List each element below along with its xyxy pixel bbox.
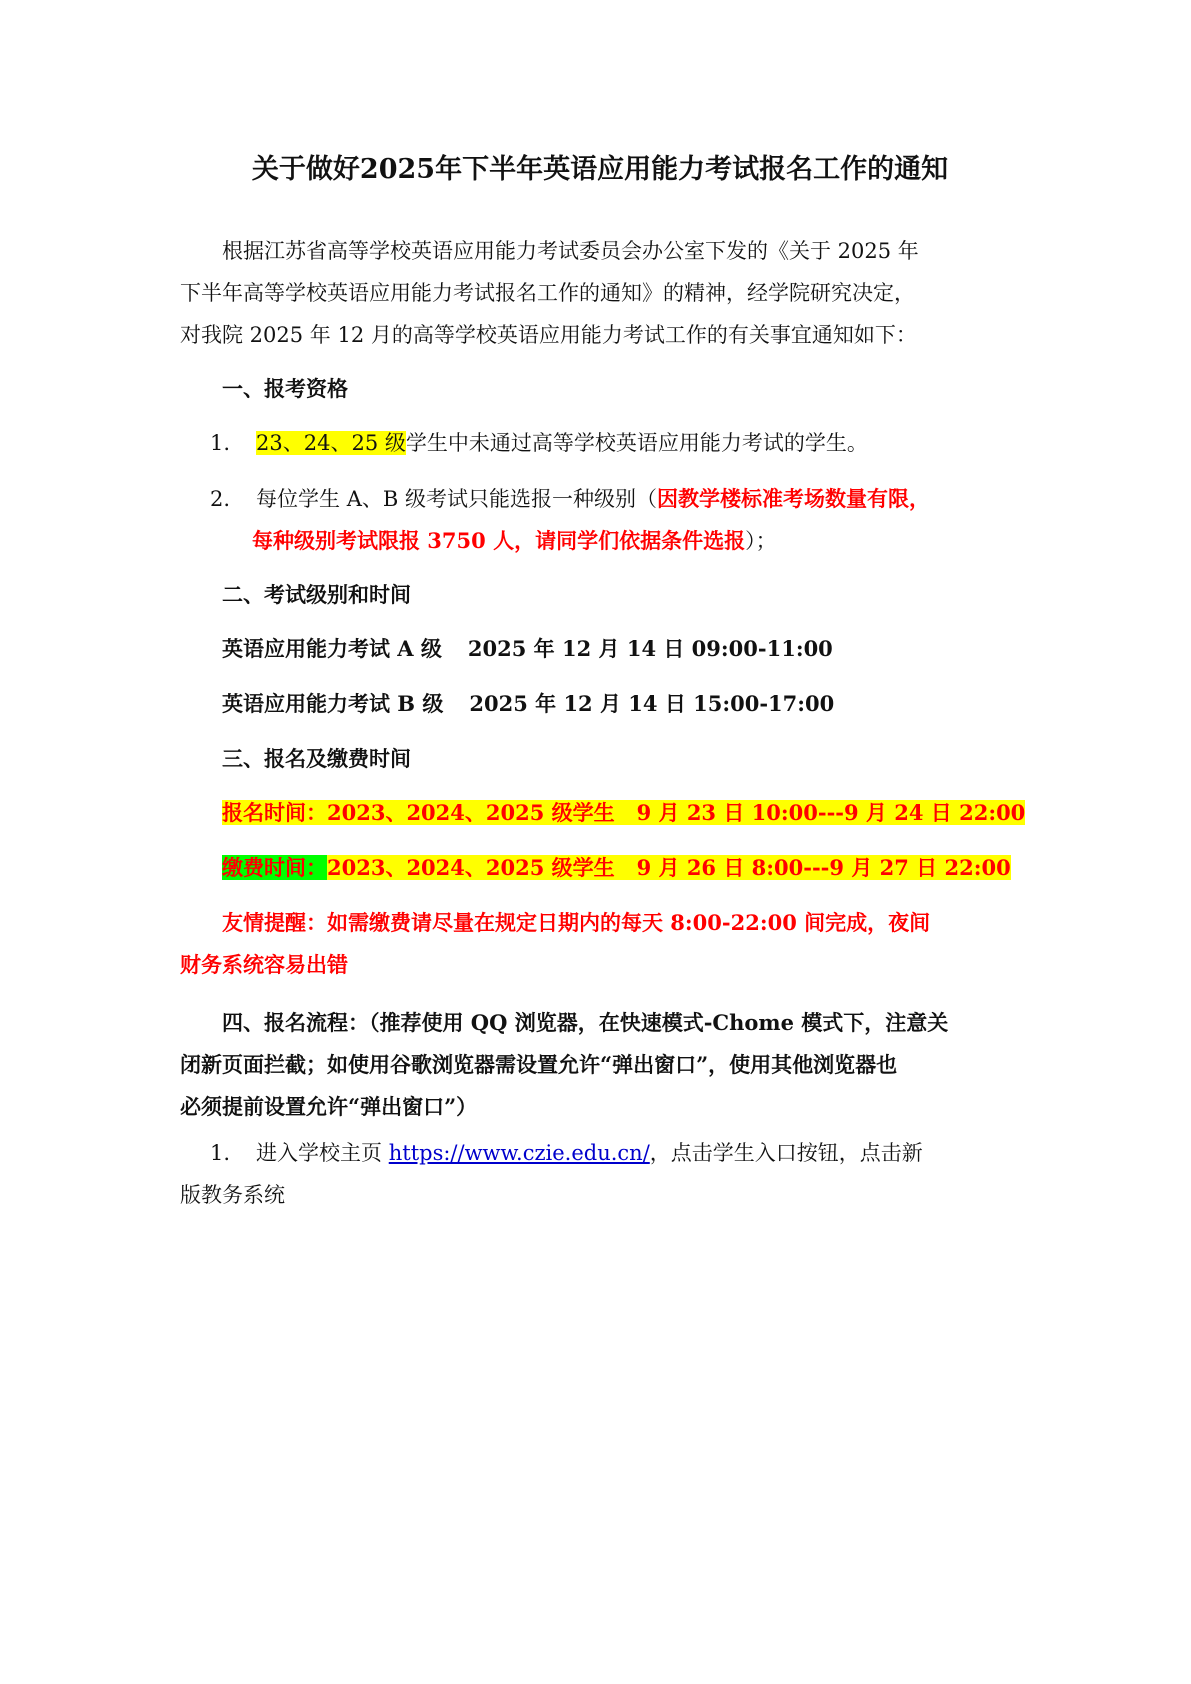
step1-line-1 bbox=[210, 1130, 1050, 1176]
reminder-line-2: 财务系统容易出错 bbox=[180, 952, 348, 977]
section2-heading: 二、考试级别和时间 bbox=[222, 582, 411, 607]
document-title: 关于做好2025年下半年英语应用能力考试报名工作的通知 bbox=[251, 154, 949, 185]
section1-item1 bbox=[210, 420, 1050, 466]
intro-line-1: 根据江苏省高等学校英语应用能力考试委员会办公室下发的《关于 2025 年 bbox=[222, 239, 919, 263]
section1-heading: 一、报考资格 bbox=[222, 376, 348, 401]
item1-grade-highlight: 23、24、25 级 bbox=[256, 431, 406, 455]
exam-b-time: 2025 年 12 月 14 日 15:00-17:00 bbox=[469, 691, 835, 716]
payment-time-row bbox=[222, 845, 1062, 891]
registration-text: 2023、2024、2025 级学生 9 月 23 日 10:00---9 月 24 日 22:00 bbox=[327, 800, 1026, 825]
item1-text: 学生中未通过高等学校英语应用能力考试的学生。 bbox=[405, 431, 868, 455]
item2-tail: ）； bbox=[745, 529, 777, 553]
step1-suffix: ，点击学生入口按钮，点击新 bbox=[649, 1141, 923, 1165]
section4-line-2: 闭新页面拦截；如使用谷歌浏览器需设置允许“弹出窗口”，使用其他浏览器也 bbox=[180, 1052, 898, 1077]
item2-number: 2. bbox=[210, 487, 231, 511]
item1-number: 1. bbox=[210, 431, 231, 455]
step1-number: 1. bbox=[210, 1141, 231, 1165]
exam-b-name: 英语应用能力考试 B 级 bbox=[222, 691, 444, 716]
item2-red-line1: 因教学楼标准考场数量有限， bbox=[657, 486, 930, 511]
section1-item2-line2 bbox=[252, 518, 1092, 564]
reminder-line-1: 友情提醒：如需缴费请尽量在规定日期内的每天 8:00-22:00 间完成，夜间 bbox=[222, 910, 931, 935]
registration-label: 报名时间： bbox=[222, 800, 327, 825]
step1-line-2: 版教务系统 bbox=[180, 1183, 285, 1207]
exam-a-row bbox=[222, 626, 1062, 672]
item2-red-line2: 每种级别考试限报 3750 人，请同学们依据条件选报 bbox=[252, 528, 746, 553]
section3-heading: 三、报名及缴费时间 bbox=[222, 746, 411, 771]
registration-time-row bbox=[222, 790, 1062, 836]
section4-line-1: 四、报名流程：（推荐使用 QQ 浏览器，在快速模式-Chome 模式下，注意关 bbox=[222, 1010, 949, 1035]
exam-b-row bbox=[222, 681, 1062, 727]
school-homepage-link[interactable]: https://www.czie.edu.cn/ bbox=[388, 1141, 650, 1165]
exam-a-time: 2025 年 12 月 14 日 09:00-11:00 bbox=[467, 636, 833, 661]
step1-prefix: 进入学校主页 bbox=[256, 1141, 389, 1165]
section1-item2-line1 bbox=[210, 476, 1050, 522]
exam-a-name: 英语应用能力考试 A 级 bbox=[222, 636, 442, 661]
intro-line-2: 下半年高等学校英语应用能力考试报名工作的通知》的精神，经学院研究决定， bbox=[180, 281, 915, 305]
payment-text: 2023、2024、2025 级学生 9 月 26 日 8:00---9 月 27 日 22:00 bbox=[327, 855, 1011, 880]
payment-label: 缴费时间： bbox=[222, 855, 327, 880]
item2-text: 每位学生 A、B 级考试只能选报一种级别（ bbox=[256, 487, 657, 511]
intro-line-3: 对我院 2025 年 12 月的高等学校英语应用能力考试工作的有关事宜通知如下： bbox=[180, 323, 917, 347]
section4-line-3: 必须提前设置允许“弹出窗口”） bbox=[180, 1094, 478, 1119]
